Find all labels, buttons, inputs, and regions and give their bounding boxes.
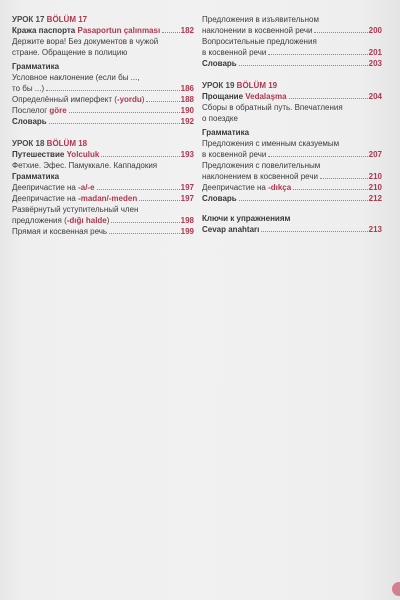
dot-leader (146, 101, 179, 102)
dot-leader (320, 178, 368, 179)
lesson-18-ru: УРОК 18 (12, 139, 45, 148)
dot-leader (268, 156, 367, 157)
entry-text: Словарь (202, 194, 237, 203)
page-number: 203 (368, 59, 382, 68)
subtitle-line: стране. Обращение в полицию (12, 48, 128, 57)
dot-leader (239, 65, 368, 66)
answer-keys-heading: Ключи к упражнениям (202, 214, 291, 223)
toc-entry-lesson-19-title[interactable] (202, 91, 382, 102)
page-number: 212 (368, 194, 382, 203)
toc-entry-interrogative-indirect[interactable] (202, 36, 382, 58)
lesson-17-tr: BÖLÜM 17 (46, 15, 88, 24)
entry-text: Словарь (202, 59, 237, 68)
subtitle-line: о поездке (202, 114, 238, 123)
lesson-19-ru: УРОК 19 (202, 81, 235, 90)
page-number: 199 (180, 227, 194, 236)
toc-left-column (12, 14, 194, 237)
page-number: 213 (368, 225, 382, 234)
dot-leader (111, 222, 179, 223)
toc-entry-vocab-18[interactable] (202, 58, 382, 69)
page-corner-mark (392, 582, 400, 596)
page-number: 197 (180, 194, 194, 203)
dot-leader (239, 200, 368, 201)
dot-leader (293, 189, 367, 190)
entry-line: Развёрнутый уступительный член (12, 205, 139, 214)
entry-text: Деепричастие на (202, 183, 269, 192)
lesson-17-subtitle (12, 36, 194, 58)
grammar-heading-19: Грамматика (202, 128, 250, 137)
lesson-18-subtitle (12, 160, 194, 171)
entry-tr: -dığı halde (66, 216, 107, 225)
grammar-heading-18: Грамматика (12, 172, 60, 181)
entry-title-tr: Vedalaşma (245, 92, 287, 101)
entry-line: в косвенной речи (202, 48, 267, 57)
entry-tr: -dıkça (268, 183, 292, 192)
entry-line: в косвенной речи (202, 150, 267, 159)
page-number: 207 (368, 150, 382, 159)
entry-text: предложения ( (12, 216, 67, 225)
lesson-17-ru: УРОК 17 (12, 15, 45, 24)
page-number: 197 (180, 183, 194, 192)
dot-leader (289, 98, 368, 99)
lesson-19-tr: BÖLÜM 19 (236, 81, 278, 90)
toc-entry-vocab-19[interactable] (202, 193, 382, 204)
toc-entry-nominal-predicate[interactable] (202, 138, 382, 160)
entry-tr: -a/-e (78, 183, 95, 192)
toc-entry-lesson-18-title[interactable] (12, 149, 194, 160)
entry-tr: -madan/-meden (78, 194, 138, 203)
entry-line: Предложения с повелительным (202, 161, 321, 170)
dot-leader (69, 112, 180, 113)
page-number: 210 (368, 183, 382, 192)
entry-title-tr: Pasaportun çalınması (77, 26, 161, 35)
entry-text: Деепричастие на (12, 183, 79, 192)
lesson-17-header (12, 14, 194, 25)
toc-entry-direct-indirect-speech[interactable] (12, 226, 194, 237)
page-number: 200 (368, 26, 382, 35)
subtitle-line: Держите вора! Без документов в чужой (12, 37, 159, 46)
entry-text: Словарь (12, 117, 47, 126)
entry-tr: Cevap anahtarı (202, 225, 260, 234)
toc-entry-conditional[interactable] (12, 72, 194, 94)
toc-entry-gerund-a-e[interactable] (12, 182, 194, 193)
page-number: 193 (180, 150, 194, 159)
toc-right-column (202, 14, 382, 235)
page-number: 182 (180, 26, 194, 35)
lesson-18-header (12, 138, 194, 149)
dot-leader (46, 90, 180, 91)
grammar-heading-17: Грамматика (12, 62, 60, 71)
page-number: 186 (180, 84, 194, 93)
dot-leader (49, 123, 180, 124)
entry-line: Условное наклонение (если бы ..., (12, 73, 140, 82)
entry-line: наклонением в косвенной речи (202, 172, 318, 181)
page-number: 190 (180, 106, 194, 115)
page-number: 198 (180, 216, 194, 225)
toc-entry-concessive[interactable] (12, 204, 194, 226)
entry-text: Определённый имперфект ( (12, 95, 117, 104)
toc-entry-postposition[interactable] (12, 105, 194, 116)
entry-title-ru: Путешествие (12, 150, 67, 159)
entry-text: Послелог (12, 106, 50, 115)
subtitle-line: Фетхие. Эфес. Памуккале. Каппадокия (12, 161, 158, 170)
entry-line: наклонении в косвенной речи (202, 26, 313, 35)
page-number: 192 (180, 117, 194, 126)
lesson-18-tr: BÖLÜM 18 (46, 139, 88, 148)
lesson-19-subtitle (202, 102, 382, 124)
toc-entry-gerund-madan[interactable] (12, 193, 194, 204)
entry-title-tr: Yolculuk (66, 150, 100, 159)
entry-tr: göre (49, 106, 67, 115)
entry-line: Предложения с именным сказуемым (202, 139, 340, 148)
lesson-19-header (202, 80, 382, 91)
toc-entry-imperative-indirect[interactable] (202, 160, 382, 182)
toc-entry-vocab-17[interactable] (12, 116, 194, 127)
dot-leader (109, 233, 180, 234)
page-number: 201 (368, 48, 382, 57)
dot-leader (139, 200, 179, 201)
dot-leader (97, 189, 180, 190)
toc-entry-indicative-indirect[interactable] (202, 14, 382, 36)
page-number: 204 (368, 92, 382, 101)
subtitle-line: Сборы в обратный путь. Впечатления (202, 103, 343, 112)
entry-text: Прямая и косвенная речь (12, 227, 108, 236)
entry-tr: -yordu (116, 95, 142, 104)
toc-entry-lesson-17-title[interactable] (12, 25, 194, 36)
entry-line: то бы ...) (12, 84, 45, 93)
dot-leader (101, 156, 179, 157)
dot-leader (162, 32, 179, 33)
dot-leader (261, 231, 367, 232)
entry-line: Предложения в изъявительном (202, 15, 319, 24)
entry-text-end: ) (106, 216, 110, 225)
entry-title-ru: Прощание (202, 92, 246, 101)
page-number: 210 (368, 172, 382, 181)
entry-title-ru: Кража паспорта (12, 26, 78, 35)
toc-entry-answer-keys[interactable] (202, 224, 382, 235)
toc-entry-gerund-dikca[interactable] (202, 182, 382, 193)
page-number: 188 (180, 95, 194, 104)
toc-entry-imperfect[interactable] (12, 94, 194, 105)
dot-leader (268, 54, 367, 55)
entry-line: Вопросительные предложения (202, 37, 317, 46)
entry-text-end: ) (141, 95, 145, 104)
entry-text: Деепричастие на (12, 194, 79, 203)
dot-leader (314, 32, 367, 33)
